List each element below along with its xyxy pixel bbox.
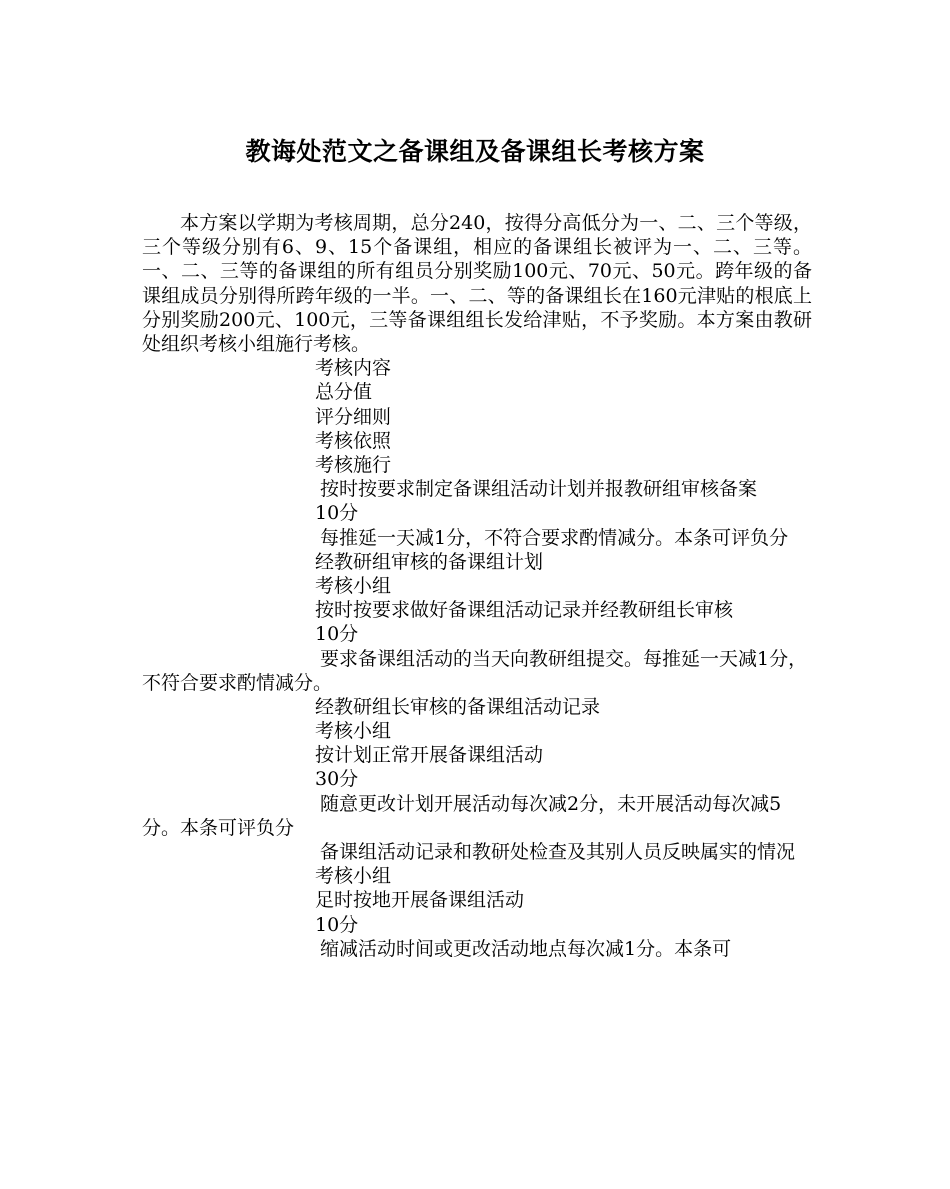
row-2-score: 10分 — [315, 623, 359, 646]
row-3-basis: 备课组活动记录和教研处检查及其别人员反映属实的情况 — [320, 841, 796, 864]
row-1-basis: 经教研组审核的备课组计划 — [315, 550, 544, 573]
document-body — [142, 211, 812, 961]
header-rule: 评分细则 — [315, 405, 392, 428]
row-4-content: 足时按地开展备课组活动 — [315, 889, 525, 912]
header-content: 考核内容 — [315, 357, 392, 380]
row-3-executor: 考核小组 — [315, 865, 392, 888]
header-score: 总分值 — [315, 381, 373, 404]
row-2-content: 按时按要求做好备课组活动记录并经教研组长审核 — [315, 599, 734, 622]
row-1-executor: 考核小组 — [315, 574, 392, 597]
row-2-executor: 考核小组 — [315, 720, 392, 743]
row-3-rule: 随意更改计划开展活动每次减2分，未开展活动每次减5分。本条可评负分 — [142, 792, 782, 839]
row-3-score: 30分 — [315, 768, 359, 791]
intro-paragraph: 本方案以学期为考核周期，总分240，按得分高低分为一、二、三个等级，三个等级分别有6、9、15个备课组，相应的备课组长被评为一、二、三等。一、二、三等的备课组的所有组员分别奖励100元、70元、50元。跨年级的备课组成员分别得所跨年级的一半。一、二、等的备课组长在160元津贴的根底上分别奖励200元、100元，三等备课组组长发给津贴，不予奖励。本方案由教研处组织考核小组施行考核。 — [142, 212, 812, 356]
row-1-score: 10分 — [315, 502, 359, 525]
row-2-rule: 要求备课组活动的当天向教研组提交。每推延一天减1分，不符合要求酌情减分。 — [142, 647, 808, 694]
row-2-basis: 经教研组长审核的备课组活动记录 — [315, 695, 601, 718]
row-1-rule: 每推延一天减1分，不符合要求酌情减分。本条可评负分 — [320, 526, 789, 549]
row-4-score: 10分 — [315, 913, 359, 936]
row-1-content: 按时按要求制定备课组活动计划并报教研组审核备案 — [320, 478, 758, 501]
row-3-content: 按计划正常开展备课组活动 — [315, 744, 544, 767]
header-basis: 考核依照 — [315, 429, 392, 452]
document-title: 教诲处范文之备课组及备课组长考核方案 — [245, 137, 705, 166]
row-4-rule: 缩减活动时间或更改活动地点每次减1分。本条可 — [320, 937, 732, 960]
header-executor: 考核施行 — [315, 453, 392, 476]
